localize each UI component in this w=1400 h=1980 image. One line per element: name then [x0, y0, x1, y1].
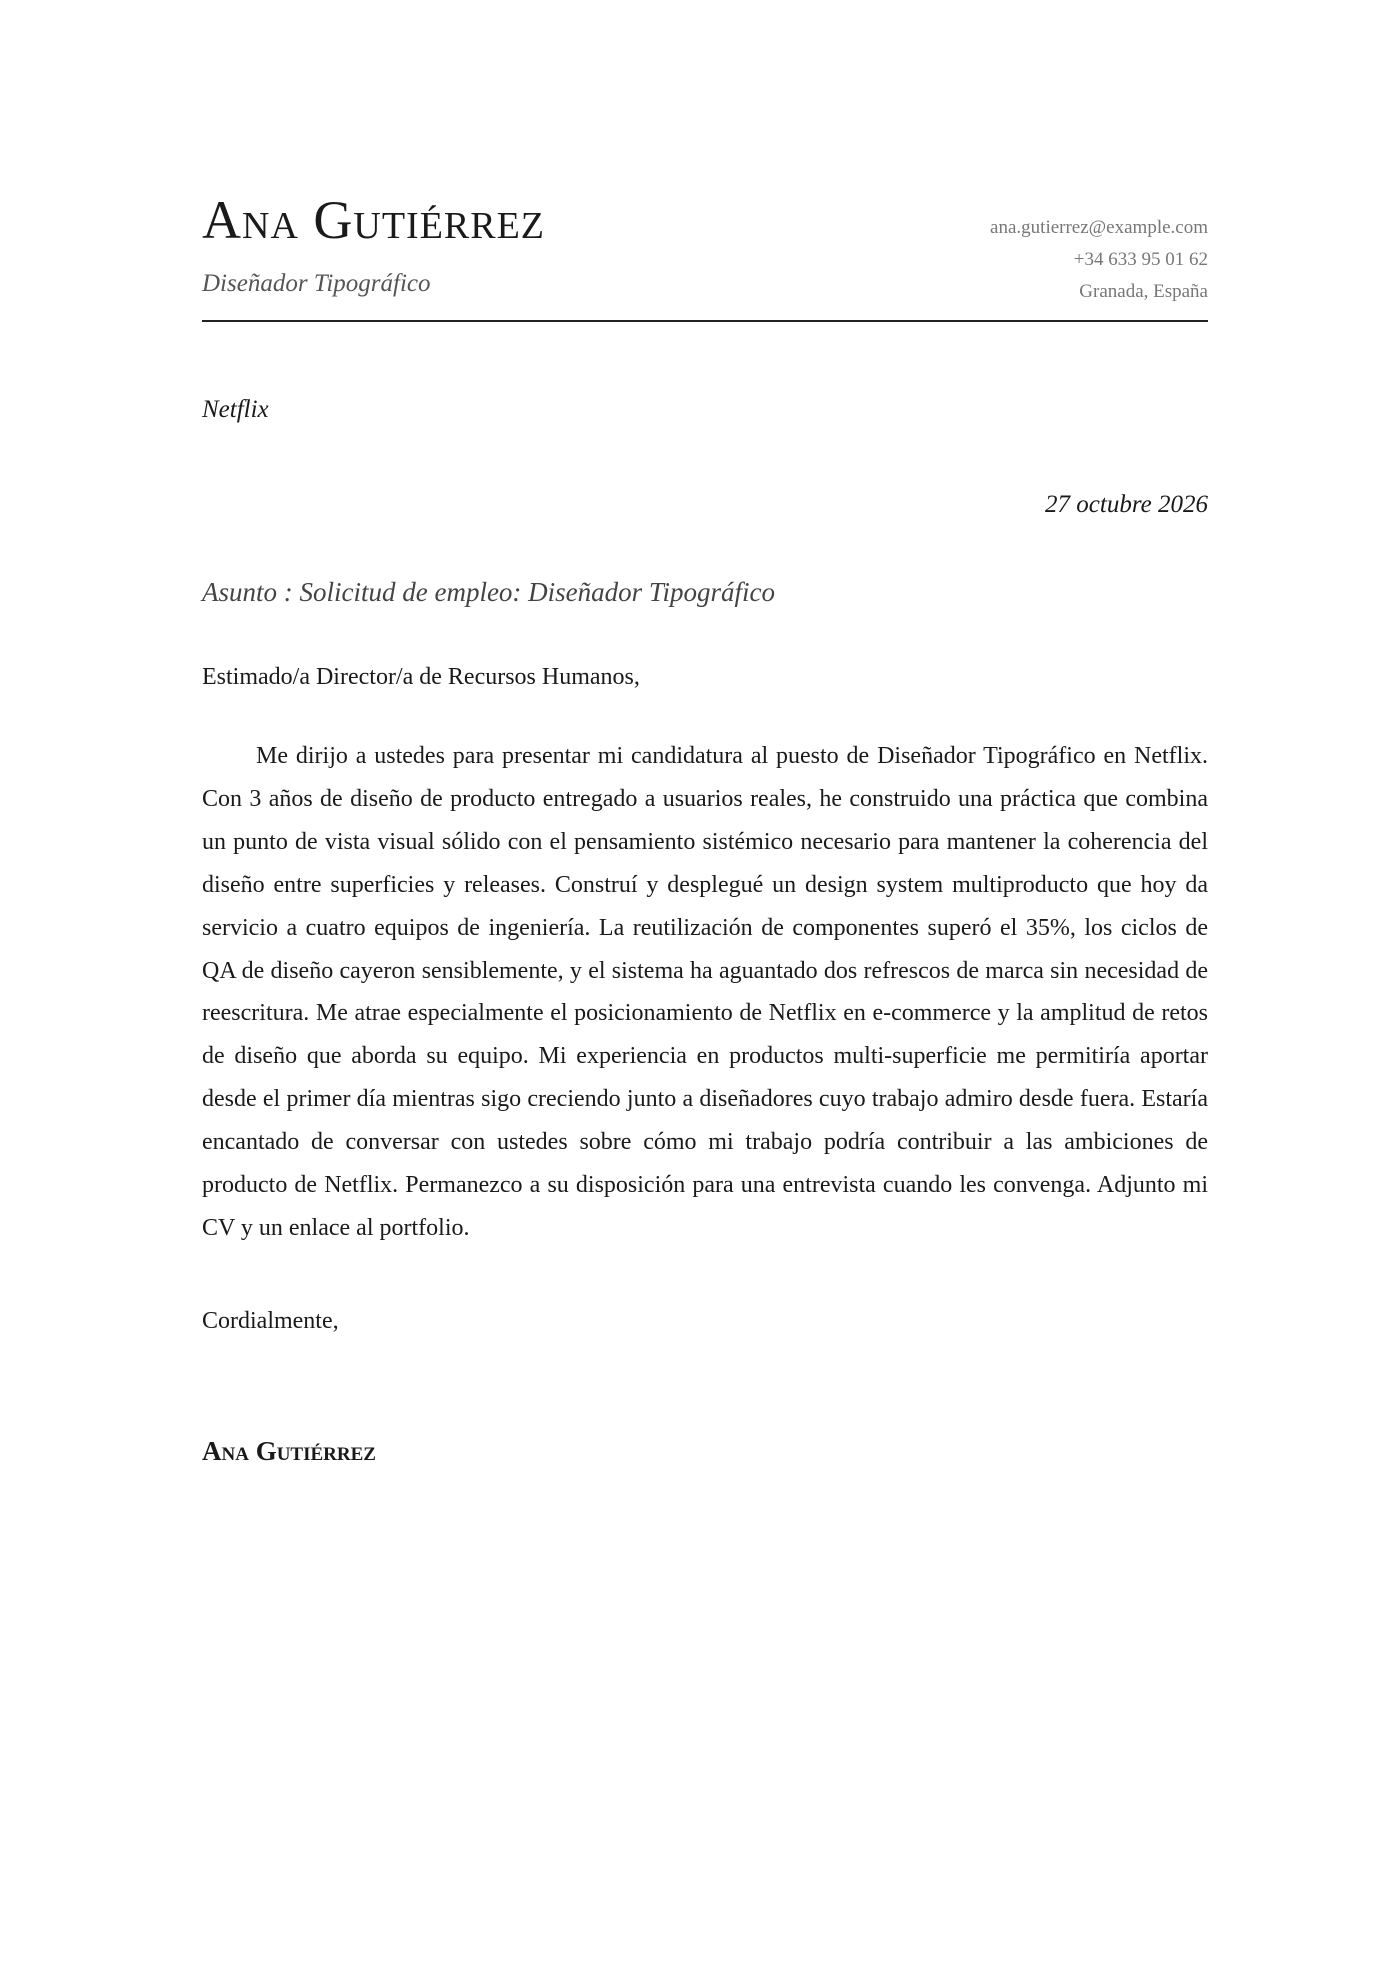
salutation: Estimado/a Director/a de Recursos Humanos, [202, 664, 640, 690]
signature: Ana Gutiérrez [202, 1436, 376, 1466]
recipient: Netflix [202, 396, 269, 423]
letter-subject: Asunto : Solicitud de empleo: Diseñador Tipográfico [202, 577, 775, 607]
letter-page [202, 0, 1208, 1980]
closing: Cordialmente, [202, 1308, 339, 1334]
applicant-name: Ana Gutiérrez [202, 190, 546, 250]
letter-header [202, 188, 1208, 322]
letter-date: 27 octubre 2026 [1045, 491, 1208, 518]
letter-body: Me dirijo a ustedes para presentar mi candidatura al puesto de Diseñador Tipográfico en Netflix. Con 3 años de diseño de producto entregado a usuarios reales, he construido una práctica que combina un punto de vista visual sólido con el pensamiento sistémico necesario para mantener la coherencia del diseño entre superficies y releases. Construí y desplegué un design system multiproducto que hoy da servicio a cuatro equipos de ingeniería. La reutilización de componentes superó el 35%, los ciclos de QA de diseño cayeron sensiblemente, y el sistema ha aguantado dos refrescos de marca sin necesidad de reescritura. Me atrae especialmente el posicionamiento de Netflix en e-commerce y la amplitud de retos de diseño que aborda su equipo. Mi experiencia en productos multi-superficie me permitiría aportar desde el primer día mientras sigo creciendo junto a diseñadores cuyo trabajo admiro desde fuera. Estaría encantado de conversar con ustedes sobre cómo mi trabajo podría contribuir a las ambiciones de producto de Netflix. Permanezco a su disposición para una entrevista cuando les convenga. Adjunto mi CV y un enlace al portfolio. [202, 743, 1208, 1241]
applicant-role: Diseñador Tipográfico [202, 270, 431, 297]
contact-location: Granada, España [1079, 281, 1208, 302]
contact-phone: +34 633 95 01 62 [1073, 249, 1208, 270]
contact-block [990, 212, 1208, 308]
contact-email[interactable]: ana.gutierrez@example.com [990, 217, 1208, 238]
